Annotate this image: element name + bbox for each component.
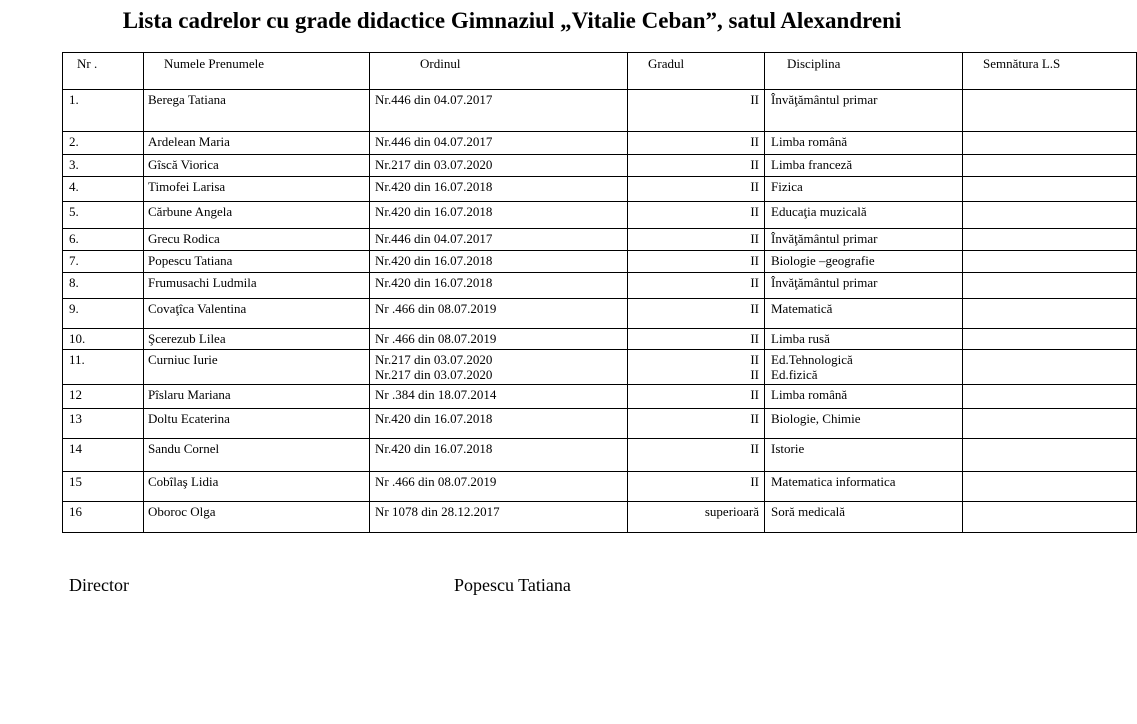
cell-grade-line: II — [750, 204, 759, 219]
cell-grade-line: II — [750, 92, 759, 107]
cell-order — [370, 502, 628, 533]
cell-discipline-line: Învăţământul primar — [771, 275, 878, 290]
cell-discipline-line: Ed.fizică — [771, 367, 818, 382]
cell-discipline-line: Fizica — [771, 179, 803, 194]
cell-grade — [628, 350, 765, 385]
cell-order-line: Nr.446 din 04.07.2017 — [375, 231, 493, 246]
cell-order — [370, 299, 628, 329]
cell-order-line: Nr .466 din 08.07.2019 — [375, 331, 497, 346]
cell-discipline — [765, 409, 963, 439]
cell-discipline — [765, 177, 963, 202]
cell-name: Curniuc Iurie — [144, 350, 370, 385]
cell-grade — [628, 132, 765, 155]
cell-grade — [628, 502, 765, 533]
cell-name: Pîslaru Mariana — [144, 385, 370, 409]
cell-discipline — [765, 439, 963, 472]
cell-grade-line: II — [750, 411, 759, 426]
table-row — [63, 132, 1137, 155]
cell-signature — [963, 439, 1137, 472]
cell-discipline-line: Istorie — [771, 441, 805, 456]
cell-discipline-line: Învăţământul primar — [771, 231, 878, 246]
cell-nr: 2. — [63, 132, 144, 155]
cell-nr: 11. — [63, 350, 144, 385]
cell-discipline — [765, 229, 963, 251]
cell-discipline-line: Biologie –geografie — [771, 253, 875, 268]
cell-name: Cobîlaş Lidia — [144, 472, 370, 502]
cell-order — [370, 329, 628, 350]
header-nr: Nr . — [63, 53, 144, 90]
cell-nr: 14 — [63, 439, 144, 472]
cell-name: Doltu Ecaterina — [144, 409, 370, 439]
cell-grade-line: II — [750, 367, 759, 382]
cell-signature — [963, 229, 1137, 251]
cell-order — [370, 385, 628, 409]
table-row — [63, 385, 1137, 409]
cell-signature — [963, 472, 1137, 502]
cell-discipline — [765, 502, 963, 533]
cell-nr: 12 — [63, 385, 144, 409]
cell-grade-line: II — [750, 387, 759, 402]
cell-nr: 9. — [63, 299, 144, 329]
cell-nr: 13 — [63, 409, 144, 439]
cell-discipline — [765, 472, 963, 502]
cell-order-line: Nr.420 din 16.07.2018 — [375, 204, 493, 219]
cell-order — [370, 350, 628, 385]
cell-discipline-line: Soră medicală — [771, 504, 845, 519]
cell-grade — [628, 385, 765, 409]
cell-name: Covaţîca Valentina — [144, 299, 370, 329]
cell-grade — [628, 90, 765, 132]
table-row — [63, 177, 1137, 202]
table-row — [63, 350, 1137, 385]
table-row — [63, 409, 1137, 439]
cell-nr: 15 — [63, 472, 144, 502]
cell-order-line: Nr .466 din 08.07.2019 — [375, 474, 497, 489]
table-row — [63, 273, 1137, 299]
cell-discipline-line: Limba română — [771, 134, 848, 149]
cell-order-line: Nr.217 din 03.07.2020 — [375, 157, 493, 172]
header-discipline: Disciplina — [765, 53, 963, 90]
table-row — [63, 229, 1137, 251]
cell-grade — [628, 409, 765, 439]
cell-discipline — [765, 132, 963, 155]
header-grade: Gradul — [628, 53, 765, 90]
cell-nr: 4. — [63, 177, 144, 202]
cell-signature — [963, 385, 1137, 409]
cell-grade — [628, 439, 765, 472]
cell-nr: 5. — [63, 202, 144, 229]
table-header-row — [63, 53, 1137, 90]
cell-order — [370, 472, 628, 502]
cell-name: Cărbune Angela — [144, 202, 370, 229]
cell-nr: 16 — [63, 502, 144, 533]
cell-signature — [963, 409, 1137, 439]
cell-grade-line: II — [750, 179, 759, 194]
cell-signature — [963, 273, 1137, 299]
cell-nr: 1. — [63, 90, 144, 132]
cell-order-line: Nr.420 din 16.07.2018 — [375, 411, 493, 426]
cell-discipline — [765, 329, 963, 350]
cell-discipline-line: Matematica informatica — [771, 474, 896, 489]
cell-signature — [963, 132, 1137, 155]
cell-signature — [963, 299, 1137, 329]
cell-order — [370, 132, 628, 155]
cell-name: Berega Tatiana — [144, 90, 370, 132]
cell-nr: 6. — [63, 229, 144, 251]
cell-discipline — [765, 299, 963, 329]
cell-discipline-line: Educaţia muzicală — [771, 204, 867, 219]
cell-discipline-line: Biologie, Chimie — [771, 411, 861, 426]
cell-name: Timofei Larisa — [144, 177, 370, 202]
cell-order-line: Nr.446 din 04.07.2017 — [375, 92, 493, 107]
cell-signature — [963, 329, 1137, 350]
cell-signature — [963, 155, 1137, 177]
cell-order-line: Nr .384 din 18.07.2014 — [375, 387, 497, 402]
cell-discipline-line: Matematică — [771, 301, 833, 316]
cell-name: Gîscă Viorica — [144, 155, 370, 177]
table-row — [63, 502, 1137, 533]
cell-order-line: Nr.420 din 16.07.2018 — [375, 179, 493, 194]
cell-order — [370, 273, 628, 299]
cell-discipline — [765, 273, 963, 299]
cell-order — [370, 409, 628, 439]
table-row — [63, 439, 1137, 472]
cell-order-line: Nr.420 din 16.07.2018 — [375, 275, 493, 290]
cell-name: Şcerezub Lilea — [144, 329, 370, 350]
cell-signature — [963, 251, 1137, 273]
cell-grade-line: II — [750, 231, 759, 246]
cell-grade — [628, 177, 765, 202]
cell-grade — [628, 273, 765, 299]
cell-signature — [963, 350, 1137, 385]
cell-name: Sandu Cornel — [144, 439, 370, 472]
cell-order-line: Nr .466 din 08.07.2019 — [375, 301, 497, 316]
cell-signature — [963, 202, 1137, 229]
cell-nr: 10. — [63, 329, 144, 350]
cell-grade-line: II — [750, 253, 759, 268]
cell-order-line: Nr 1078 din 28.12.2017 — [375, 504, 500, 519]
cell-order-line: Nr.446 din 04.07.2017 — [375, 134, 493, 149]
cell-grade — [628, 229, 765, 251]
cell-order-line: Nr.420 din 16.07.2018 — [375, 253, 493, 268]
cell-order-line: Nr.217 din 03.07.2020 — [375, 367, 493, 382]
cell-order — [370, 439, 628, 472]
cell-signature — [963, 502, 1137, 533]
cell-discipline — [765, 90, 963, 132]
document-title: Lista cadrelor cu grade didactice Gimnaziul „Vitalie Ceban”, satul Alexandreni — [122, 8, 902, 33]
cell-grade — [628, 299, 765, 329]
cell-grade — [628, 251, 765, 273]
cell-grade-line: II — [750, 134, 759, 149]
cell-grade-line: II — [750, 331, 759, 346]
cell-name: Frumusachi Ludmila — [144, 273, 370, 299]
cell-discipline — [765, 251, 963, 273]
cell-discipline-line: Limba franceză — [771, 157, 853, 172]
cell-discipline-line: Învăţământul primar — [771, 92, 878, 107]
table-row — [63, 90, 1137, 132]
director-label: Director — [69, 575, 129, 595]
cell-name: Ardelean Maria — [144, 132, 370, 155]
table-row — [63, 329, 1137, 350]
cell-grade-line: II — [750, 441, 759, 456]
cell-discipline — [765, 385, 963, 409]
table-row — [63, 299, 1137, 329]
cell-order — [370, 202, 628, 229]
staff-table — [62, 52, 1137, 533]
cell-grade — [628, 329, 765, 350]
cell-discipline-line: Ed.Tehnologică — [771, 352, 853, 367]
cell-order — [370, 177, 628, 202]
cell-grade — [628, 155, 765, 177]
cell-discipline — [765, 202, 963, 229]
cell-grade-line: II — [750, 275, 759, 290]
cell-signature — [963, 177, 1137, 202]
cell-order — [370, 229, 628, 251]
table-body — [63, 90, 1137, 533]
cell-nr: 8. — [63, 273, 144, 299]
cell-name: Grecu Rodica — [144, 229, 370, 251]
cell-name: Oboroc Olga — [144, 502, 370, 533]
cell-order-line: Nr.217 din 03.07.2020 — [375, 352, 493, 367]
cell-signature — [963, 90, 1137, 132]
cell-nr: 7. — [63, 251, 144, 273]
cell-order-line: Nr.420 din 16.07.2018 — [375, 441, 493, 456]
cell-grade-line: II — [750, 352, 759, 367]
table-row — [63, 472, 1137, 502]
cell-grade-line: II — [750, 301, 759, 316]
cell-order — [370, 155, 628, 177]
header-signature: Semnătura L.S — [963, 53, 1137, 90]
cell-grade-line: superioară — [704, 504, 759, 519]
cell-grade — [628, 202, 765, 229]
cell-order — [370, 251, 628, 273]
table-row — [63, 155, 1137, 177]
cell-nr: 3. — [63, 155, 144, 177]
cell-discipline — [765, 155, 963, 177]
cell-discipline-line: Limba rusă — [771, 331, 830, 346]
director-name: Popescu Tatiana — [454, 575, 571, 595]
table-row — [63, 202, 1137, 229]
cell-grade — [628, 472, 765, 502]
cell-discipline — [765, 350, 963, 385]
cell-grade-line: II — [750, 157, 759, 172]
cell-discipline-line: Limba română — [771, 387, 848, 402]
header-name: Numele Prenumele — [144, 53, 370, 90]
table-row — [63, 251, 1137, 273]
cell-order — [370, 90, 628, 132]
cell-name: Popescu Tatiana — [144, 251, 370, 273]
header-order: Ordinul — [370, 53, 628, 90]
cell-grade-line: II — [750, 474, 759, 489]
